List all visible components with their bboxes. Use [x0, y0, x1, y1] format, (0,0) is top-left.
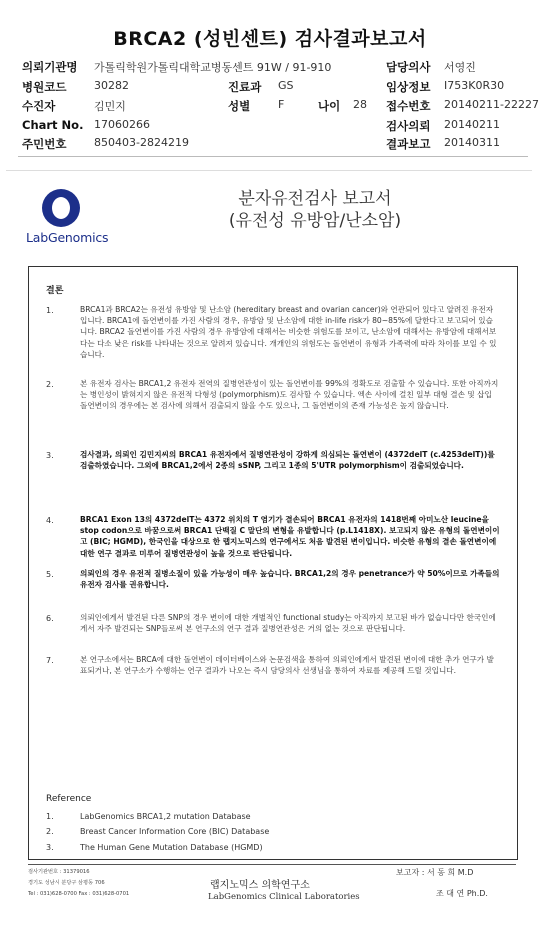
- clinical-info-label: 임상정보: [386, 80, 431, 94]
- labgenomics-logo-icon: [36, 186, 86, 230]
- footer-divider: [28, 864, 516, 865]
- reporter: 보고자 : 서 동 희 M.D: [396, 868, 474, 877]
- item-number: 3.: [46, 451, 54, 460]
- item-text: BRCA1과 BRCA2는 유전성 유방암 및 난소암 (hereditary breast and ovarian cancer)와 연관되어 있다고 알려진 유전자입니다. BRCA1에 돌연변이를 가진 사람의 경우, 유방암 및 난소암에 대한 in-life risk가 80~85%에 달한다고 보고되어 있습니다. BRCA2 돌연변이를 가진 사람의 경우 유방암에 대해서는 비슷한 위험도를 보이고, 난소암에 대해서는 유방암에 대해서보다는 다소 낮은 risk를 나타내는 것으로 알려져 있습니다. 개개인의 위험도는 돌연변이 유형과 가족력에 따라 차이를 보일 수 있습니다.: [80, 305, 497, 359]
- resident-number-label: 주민번호: [22, 137, 67, 151]
- reference-item: The Human Gene Mutation Database (HGMD): [80, 843, 263, 852]
- item-text: 본 유전자 검사는 BRCA1,2 유전자 전역의 질병연관성이 있는 돌연변이를 99%의 정확도로 검출할 수 있습니다. 또한 아직까지는 병인성이 밝혀지지 않은 유전적 다형성 (polymorphism)도 검사할 수 있습니다. 엑손 사이에 걸친 일부 대형 결손 및 삽입 돌연변이의 경우에는 본 검사에 의해서 검출되지 않을 수도 있으나, 그 돌연변이의 존재 가능성은 높지 않습니다.: [80, 379, 499, 411]
- approver: 조 대 연 Ph.D.: [436, 889, 488, 898]
- item-text: BRCA1 Exon 13의 4372delT는 4372 위치의 T 염기가 결손되어 BRCA1 유전자의 1418번째 아미노산 leucine을 stop codon으로 바꿈으로써 BRCA1 단백질 C 말단의 변형을 유발합니다 (p.L1418X). 보고되지 않은 유형의 돌연변이이고 (BIC; HGMD), 한국인을 대상으로 한 랩지노믹스의 연구에서도 처음 발견된 변이입니다. 비슷한 유형의 결손 돌연변이에 대한 연구 결과로 미루어 질병연관성이 높을 것으로 판단됩니다.: [80, 515, 500, 558]
- item-text: 의뢰인의 경우 유전적 질병소질이 있을 가능성이 매우 높습니다. BRCA1,2의 경우 penetrance가 약 50%이므로 가족들의 유전자 검사를 권유합니다.: [80, 569, 500, 590]
- reference-number: 2.: [46, 827, 54, 836]
- result-report-value: 20140311: [444, 136, 500, 149]
- clinical-info-value: I753K0R30: [444, 79, 505, 92]
- item-text: 의뢰인에게서 발견된 다른 SNP의 경우 변이에 대한 개별적인 functional study는 아직까지 보고된 바가 없습니다만 한국인에게서 자주 발견되는 SNP들로써 본 연구소의 연구 결과 질병연관성은 거의 없는 것으로 판단됩니다.: [80, 613, 496, 634]
- requesting-institution-value: 가톨릭학원가톨릭대학교병동센트 91W / 91-910: [94, 61, 332, 74]
- test-request-label: 검사의뢰: [386, 119, 431, 133]
- sex-label: 성별: [228, 99, 251, 113]
- reference-number: 3.: [46, 843, 54, 852]
- logo-text: LabGenomics: [26, 230, 109, 245]
- test-request-value: 20140211: [444, 118, 500, 131]
- item-number: 1.: [46, 306, 54, 315]
- header-divider: [18, 156, 528, 157]
- footer-company-english: LabGenomics Clinical Laboratories: [208, 892, 360, 902]
- receipt-number-value: 20140211-22227: [444, 98, 539, 111]
- footer-phone-fax: Tel : 031)628-0700 Fax : 031)628-0701: [28, 891, 130, 897]
- attending-physician-value: 서영진: [444, 61, 476, 74]
- conclusion-label: 결론: [46, 286, 64, 296]
- reference-item: LabGenomics BRCA1,2 mutation Database: [80, 812, 251, 821]
- item-number: 5.: [46, 570, 54, 579]
- department-value: GS: [278, 79, 294, 92]
- item-text: 본 연구소에서는 BRCA에 대한 돌연변이 데이터베이스와 논문검색을 통하여 의뢰인에게서 발견된 변이에 대한 추가 연구가 발표되거나, 본 연구소가 수행하는 연구 결과가 나오는 즉시 담당의사 선생님을 통하여 자료를 제공해 드릴 것입니다.: [80, 655, 494, 676]
- hospital-code-value: 30282: [94, 79, 129, 92]
- item-number: 2.: [46, 380, 54, 389]
- item-number: 7.: [46, 656, 54, 665]
- footer-institution-number: 검사기관번호 : 31379016: [28, 869, 90, 875]
- patient-value: 김민지: [94, 100, 126, 113]
- requesting-institution-label: 의뢰기관명: [22, 60, 78, 74]
- report-title: [150, 188, 480, 232]
- result-report-label: 결과보고: [386, 137, 431, 151]
- footer-company-korean: 랩지노믹스 의학연구소: [210, 880, 310, 891]
- age-value: 28: [353, 98, 367, 111]
- reference-item: Breast Cancer Information Core (BIC) Database: [80, 827, 270, 836]
- report-title-line2: (유전성 유방암/난소암): [228, 211, 402, 231]
- report-title-line1: 분자유전검사 보고서: [238, 189, 392, 209]
- sex-value: F: [278, 98, 285, 111]
- resident-number-value: 850403-2824219: [94, 136, 189, 149]
- reference-number: 1.: [46, 812, 54, 821]
- chart-no-label: Chart No.: [22, 118, 84, 132]
- hospital-code-label: 병원코드: [22, 80, 67, 94]
- receipt-number-label: 접수번호: [386, 99, 431, 113]
- item-number: 4.: [46, 516, 54, 525]
- reference-label: Reference: [46, 794, 92, 804]
- chart-no-value: 17060266: [94, 118, 150, 131]
- department-label: 진료과: [228, 80, 262, 94]
- footer-address: 경기도 성남시 분당구 삼평동 706: [28, 880, 105, 886]
- document-title: BRCA2 (성빈센트) 검사결과보고서: [113, 28, 427, 50]
- item-number: 6.: [46, 614, 54, 623]
- patient-label: 수진자: [22, 99, 56, 113]
- item-text: 검사결과, 의뢰인 김민지씨의 BRCA1 유전자에서 질병연관성이 강하게 의심되는 돌연변이 (4372delT (c.4253delT))를 검출하였습니다. 그외에 BRCA1,2에서 2종의 sSNP, 그리고 1종의 5'UTR polymorphism이 검출되었습니다.: [80, 450, 495, 471]
- attending-physician-label: 담당의사: [386, 60, 431, 74]
- age-label: 나이: [318, 99, 341, 113]
